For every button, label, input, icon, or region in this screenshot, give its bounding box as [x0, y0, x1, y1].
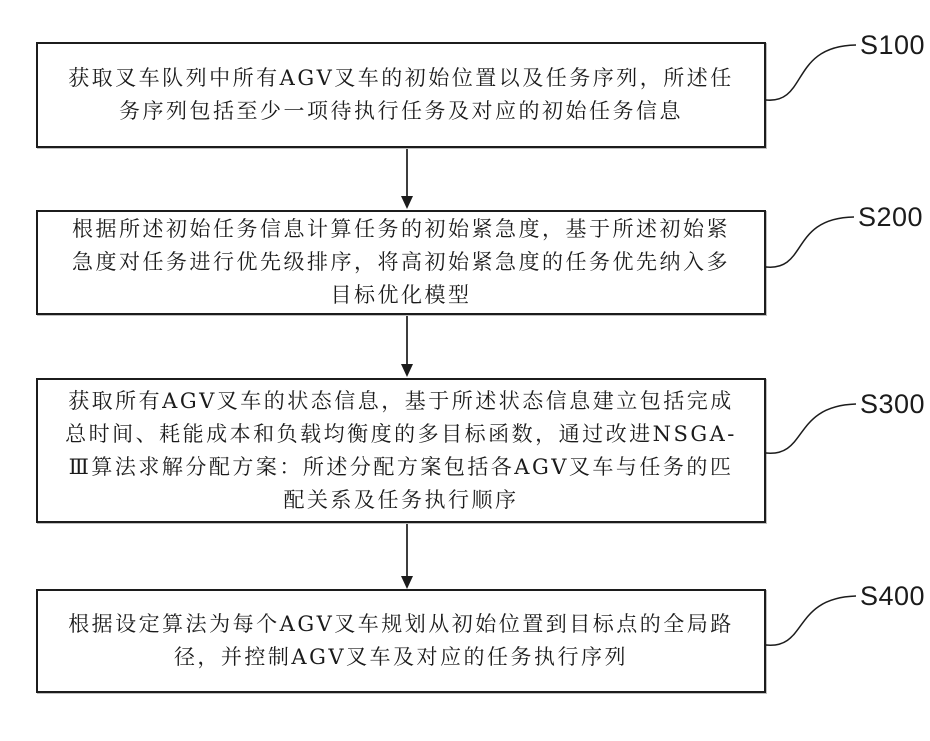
step-box-s100 — [36, 42, 766, 148]
step-text-line: 根据所述初始任务信息计算任务的初始紧急度，基于所述初始紧 — [72, 217, 730, 241]
arrow-s200-to-s300 — [401, 316, 413, 377]
leader-line-s400 — [766, 596, 856, 645]
step-text-line: 目标优化模型 — [330, 283, 472, 307]
step-label-s100: S100 — [860, 30, 926, 60]
step-label-s400: S400 — [860, 581, 926, 611]
step-text-line: 急度对任务进行优先级排序，将高初始紧急度的任务优先纳入多 — [72, 250, 730, 274]
step-text-line: 配关系及任务执行顺序 — [283, 487, 519, 512]
step-text-line: Ⅲ算法求解分配方案：所述分配方案包括各AGV叉车与任务的匹 — [68, 454, 734, 479]
arrow-s300-to-s400 — [401, 524, 413, 589]
step-box-s400 — [36, 589, 766, 693]
leader-line-s200 — [766, 217, 854, 267]
step-text-line: 务序列包括至少一项待执行任务及对应的初始任务信息 — [119, 99, 683, 123]
step-label-s200: S200 — [858, 202, 924, 232]
step-text-line: 根据设定算法为每个AGV叉车规划从初始位置到目标点的全局路 — [68, 612, 734, 636]
step-box-s200 — [36, 210, 766, 315]
step-label-s300: S300 — [860, 389, 926, 419]
leader-line-s300 — [766, 404, 856, 453]
step-text-line: 获取叉车队列中所有AGV叉车的初始位置以及任务序列，所述任 — [68, 66, 734, 90]
step-text-line: 获取所有AGV叉车的状态信息，基于所述状态信息建立包括完成 — [68, 388, 734, 413]
arrow-s100-to-s200 — [401, 149, 413, 209]
step-text-line: 径，并控制AGV叉车及对应的任务执行序列 — [173, 645, 629, 669]
leader-line-s100 — [766, 45, 856, 100]
step-text-line: 总时间、耗能成本和负载均衡度的多目标函数，通过改进NSGA- — [65, 421, 737, 446]
step-box-s300 — [36, 378, 766, 523]
